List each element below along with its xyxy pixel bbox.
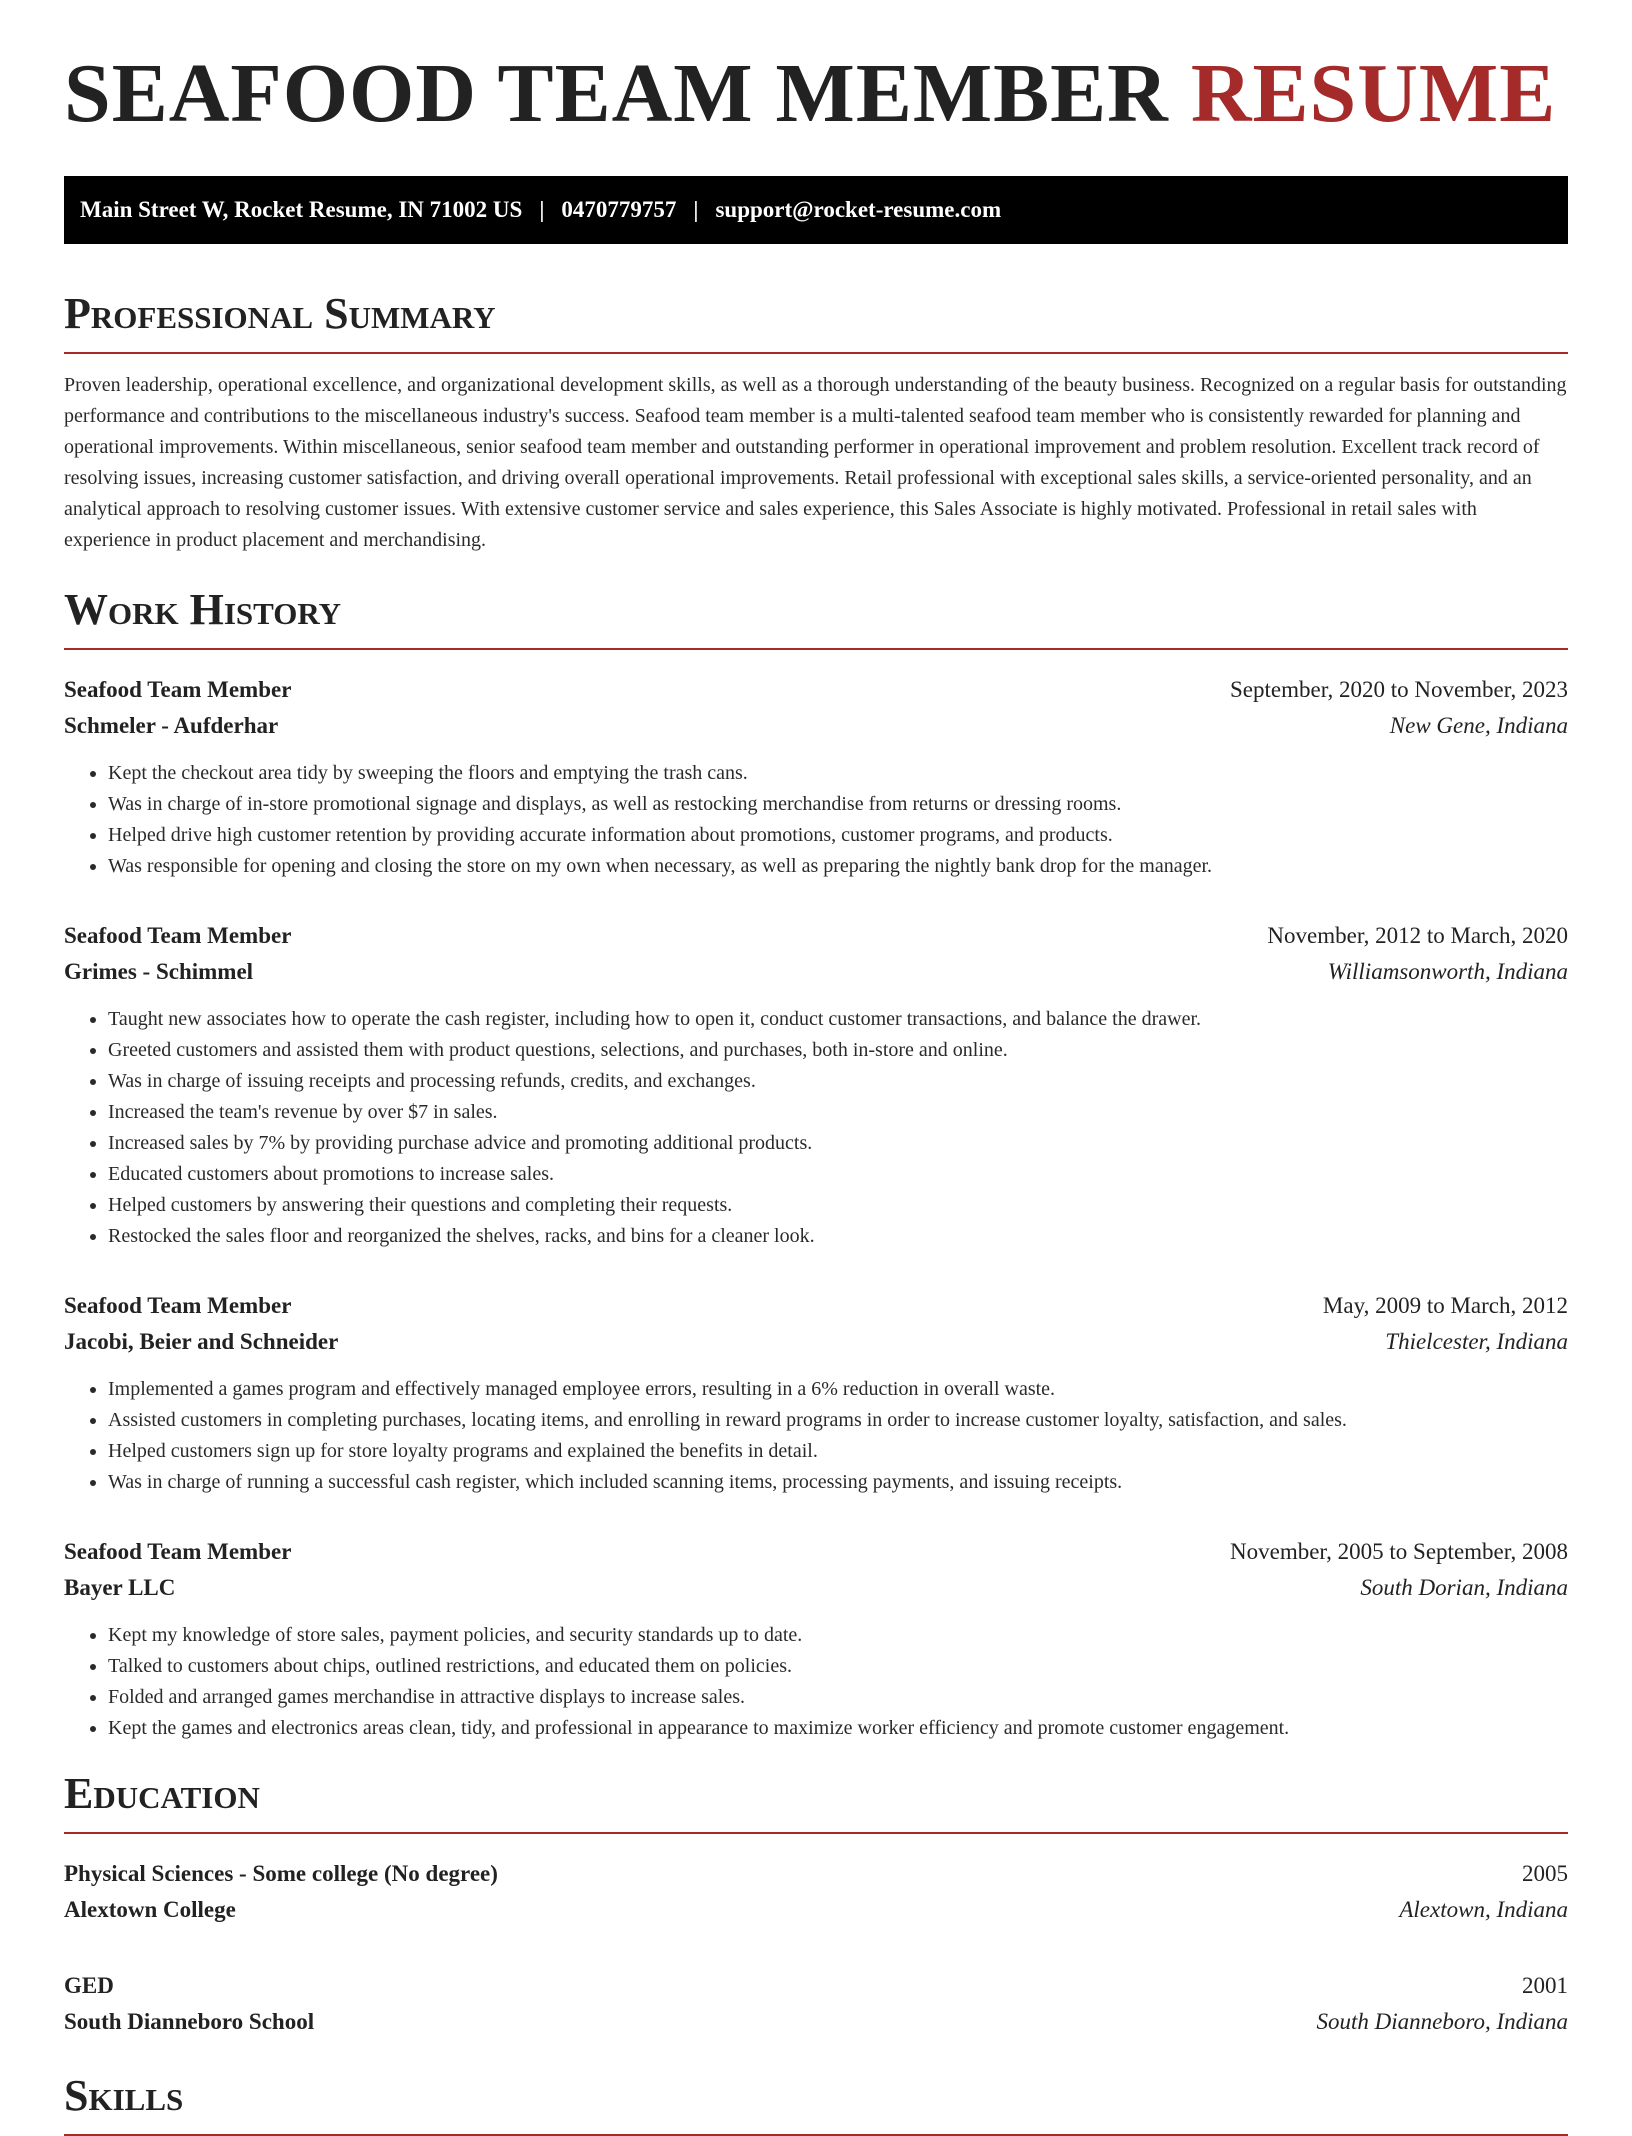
- education-degree: GED: [64, 1973, 114, 1998]
- education-school: Alextown College: [64, 1897, 236, 1922]
- education-degree: Physical Sciences - Some college (No degree): [64, 1861, 498, 1886]
- work-history-section: [64, 585, 1568, 1744]
- section-heading-work: Work History: [64, 588, 1568, 650]
- job-bullet: • Increased the team's revenue by over $7 in sales.: [108, 1097, 1568, 1128]
- job-location: Thielcester, Indiana: [1385, 1329, 1568, 1354]
- job-bullet: • Kept the games and electronics areas clean, tidy, and professional in appearance to maximize worker efficiency and promote customer engagement.: [108, 1713, 1568, 1744]
- job-bullet: • Was in charge of running a successful cash register, which included scanning items, processing payments, and issuing receipts.: [108, 1467, 1568, 1498]
- contact-email: support@rocket-resume.com: [715, 197, 1002, 222]
- job-bullet: • Increased sales by 7% by providing purchase advice and promoting additional products.: [108, 1128, 1568, 1159]
- education-school: South Dianneboro School: [64, 2009, 315, 2034]
- education-section: [64, 1769, 1568, 2040]
- title-main: SEAFOOD TEAM MEMBER: [64, 47, 1169, 140]
- education-entry: [64, 1968, 1568, 2040]
- job-bullet: • Assisted customers in completing purchases, locating items, and enrolling in reward programs in order to increase customer loyalty, satisfaction, and sales.: [108, 1405, 1568, 1436]
- job-bullet: • Restocked the sales floor and reorganized the shelves, racks, and bins for a cleaner look.: [108, 1221, 1568, 1252]
- job-entry: [64, 1288, 1568, 1498]
- job-bullet: • Educated customers about promotions to increase sales.: [108, 1159, 1568, 1190]
- job-bullet: • Helped customers sign up for store loyalty programs and explained the benefits in detail.: [108, 1436, 1568, 1467]
- education-year: 2005: [1522, 1861, 1568, 1886]
- job-title: Seafood Team Member: [64, 1539, 292, 1564]
- education-location: South Dianneboro, Indiana: [1316, 2009, 1568, 2034]
- section-heading-education: Education: [64, 1772, 1568, 1834]
- job-bullet: • Taught new associates how to operate the cash register, including how to open it, conduct customer transactions, and balance the drawer.: [108, 1004, 1568, 1035]
- job-bullet: • Folded and arranged games merchandise in attractive displays to increase sales.: [108, 1682, 1568, 1713]
- education-entry: [64, 1856, 1568, 1928]
- job-company: Grimes - Schimmel: [64, 959, 254, 984]
- job-title: Seafood Team Member: [64, 1293, 292, 1318]
- contact-phone: 0470779757: [561, 197, 677, 222]
- section-heading-summary: Professional Summary: [64, 292, 1568, 354]
- job-bullet: • Kept the checkout area tidy by sweeping the floors and emptying the trash cans.: [108, 758, 1568, 789]
- job-bullet: • Helped customers by answering their questions and completing their requests.: [108, 1190, 1568, 1221]
- contact-separator: |: [539, 197, 545, 222]
- job-bullet: • Implemented a games program and effectively managed employee errors, resulting in a 6% reduction in overall waste.: [108, 1374, 1568, 1405]
- job-entry: [64, 672, 1568, 882]
- job-entry: [64, 1534, 1568, 1744]
- job-title: Seafood Team Member: [64, 923, 292, 948]
- job-bullet: • Was in charge of in-store promotional signage and displays, as well as restocking merchandise from returns or dressing rooms.: [108, 789, 1568, 820]
- section-heading-skills: Skills: [64, 2074, 1568, 2136]
- summary-section: [64, 289, 1568, 556]
- title-accent: RESUME: [1190, 47, 1557, 140]
- job-dates: September, 2020 to November, 2023: [1230, 677, 1568, 702]
- job-dates: November, 2005 to September, 2008: [1230, 1539, 1568, 1564]
- job-bullet: • Was in charge of issuing receipts and processing refunds, credits, and exchanges.: [108, 1066, 1568, 1097]
- summary-text: Proven leadership, operational excellence, and organizational development skills, as well as a thorough understanding of the beauty business. Recognized on a regular basis for outstanding performance and contributions to the miscellaneous industry's success. Seafood team member is a multi-talented seafood team member who is consistently rewarded for planning and operational improvements. Within miscellaneous, senior seafood team member and outstanding performer in operational improvement and problem resolution. Excellent track record of resolving issues, increasing customer satisfaction, and driving overall operational improvements. Retail professional with exceptional sales skills, a service-oriented personality, and an analytical approach to resolving customer issues. With extensive customer service and sales experience, this Sales Associate is highly motivated. Professional in retail sales with experience in product placement and merchandising.: [64, 374, 1567, 551]
- job-company: Schmeler - Aufderhar: [64, 713, 279, 738]
- job-bullets: [64, 1620, 1568, 1744]
- job-location: Williamsonworth, Indiana: [1327, 959, 1568, 984]
- job-company: Jacobi, Beier and Schneider: [64, 1329, 339, 1354]
- job-dates: November, 2012 to March, 2020: [1267, 923, 1568, 948]
- job-location: South Dorian, Indiana: [1360, 1575, 1568, 1600]
- job-dates: May, 2009 to March, 2012: [1322, 1293, 1568, 1318]
- job-bullets: [64, 1374, 1568, 1498]
- skills-section: [64, 2071, 1568, 2136]
- job-location: New Gene, Indiana: [1389, 713, 1568, 738]
- job-bullet: • Greeted customers and assisted them with product questions, selections, and purchases, both in-store and online.: [108, 1035, 1568, 1066]
- contact-address: Main Street W, Rocket Resume, IN 71002 US: [80, 197, 523, 222]
- contact-separator: |: [693, 197, 699, 222]
- job-bullet: • Was responsible for opening and closing the store on my own when necessary, as well as preparing the nightly bank drop for the manager.: [108, 851, 1568, 882]
- job-title: Seafood Team Member: [64, 677, 292, 702]
- contact-bar: [64, 176, 1568, 244]
- job-bullet: • Talked to customers about chips, outlined restrictions, and educated them on policies.: [108, 1651, 1568, 1682]
- job-company: Bayer LLC: [64, 1575, 176, 1600]
- job-entry: [64, 918, 1568, 1252]
- resume-title: [64, 47, 1568, 152]
- job-bullet: • Kept my knowledge of store sales, payment policies, and security standards up to date.: [108, 1620, 1568, 1651]
- education-year: 2001: [1522, 1973, 1568, 1998]
- education-location: Alextown, Indiana: [1399, 1897, 1568, 1922]
- job-bullet: • Helped drive high customer retention by providing accurate information about promotions, customer programs, and products.: [108, 820, 1568, 851]
- job-bullets: [64, 1004, 1568, 1252]
- job-bullets: [64, 758, 1568, 882]
